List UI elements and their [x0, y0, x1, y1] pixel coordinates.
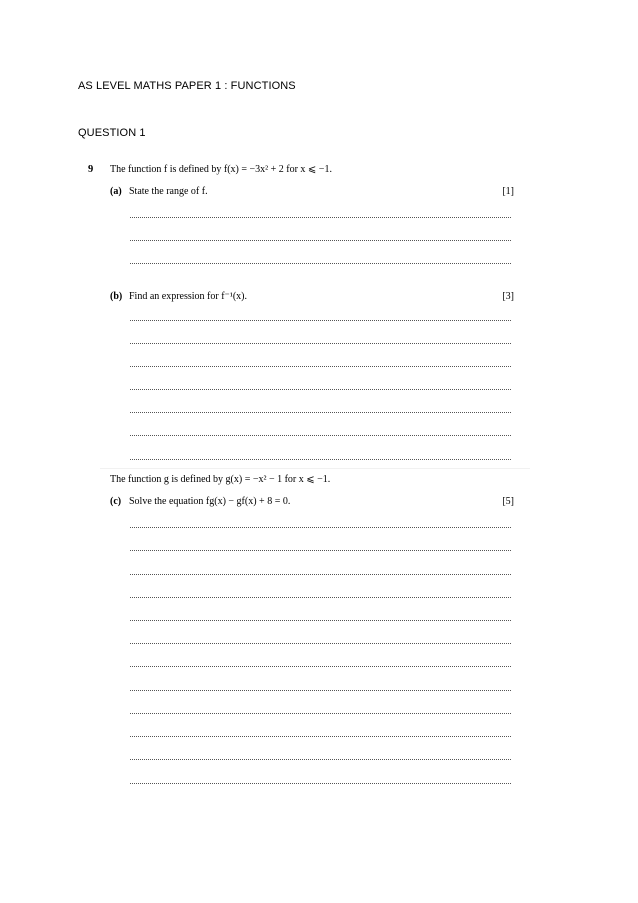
page-title: AS LEVEL MATHS PAPER 1 : FUNCTIONS	[78, 80, 296, 92]
answer-line[interactable]	[130, 320, 511, 321]
answer-line[interactable]	[130, 690, 511, 691]
answer-line[interactable]	[130, 459, 511, 460]
part-b	[110, 291, 247, 302]
answer-line[interactable]	[130, 643, 511, 644]
answer-line[interactable]	[130, 783, 511, 784]
answer-line[interactable]	[130, 412, 511, 413]
answer-line[interactable]	[130, 263, 511, 264]
answer-line[interactable]	[130, 217, 511, 218]
answer-line[interactable]	[130, 597, 511, 598]
part-a-label: (a)	[110, 186, 122, 197]
question-heading: QUESTION 1	[78, 127, 146, 139]
part-c-label: (c)	[110, 496, 122, 507]
answer-line[interactable]	[130, 366, 511, 367]
part-b-label: (b)	[110, 291, 123, 302]
answer-line[interactable]	[130, 389, 511, 390]
part-c-marks: [5]	[502, 496, 514, 507]
answer-line[interactable]	[130, 527, 511, 528]
question-number: 9	[88, 164, 94, 175]
divider	[100, 468, 530, 469]
answer-line[interactable]	[130, 713, 511, 714]
part-b-text: Find an expression for f⁻¹(x).	[129, 291, 247, 302]
part-a-text: State the range of f.	[129, 186, 208, 197]
answer-line[interactable]	[130, 620, 511, 621]
answer-line[interactable]	[130, 574, 511, 575]
answer-line[interactable]	[130, 759, 511, 760]
answer-line[interactable]	[130, 343, 511, 344]
stem-f: The function f is defined by f(x) = −3x² + 2 for x ⩽ −1.	[110, 164, 332, 175]
answer-line[interactable]	[130, 736, 511, 737]
answer-line[interactable]	[130, 550, 511, 551]
answer-line[interactable]	[130, 435, 511, 436]
part-b-marks: [3]	[502, 291, 514, 302]
answer-line[interactable]	[130, 666, 511, 667]
stem-g: The function g is defined by g(x) = −x² − 1 for x ⩽ −1.	[110, 474, 331, 485]
part-a	[110, 186, 208, 197]
part-c	[110, 496, 290, 507]
answer-line[interactable]	[130, 240, 511, 241]
part-a-marks: [1]	[502, 186, 514, 197]
part-c-text: Solve the equation fg(x) − gf(x) + 8 = 0.	[129, 496, 291, 507]
